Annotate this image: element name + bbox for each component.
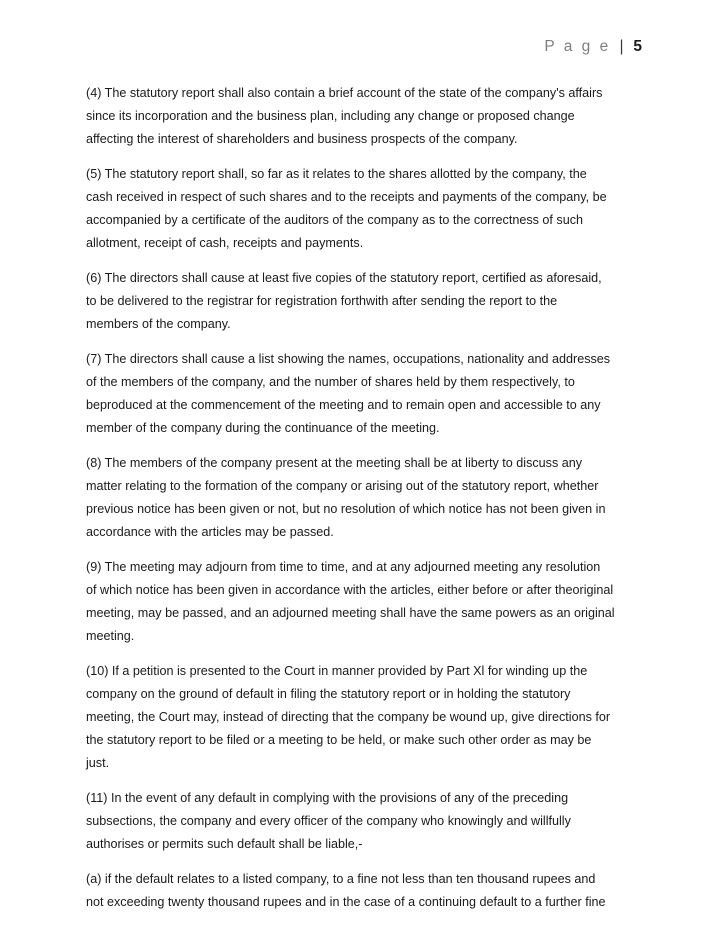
paragraph-clause-a: (a) if the default relates to a listed company, to a fine not less than ten thousand rupees and not exceeding twenty thousand rupees and in the case of a continuing default to a further fine	[86, 872, 606, 909]
paragraph-subsection-8: (8) The members of the company present at the meeting shall be at liberty to discuss any matter relating to the formation of the company or arising out of the statutory report, whether previous notice has been given or not, but no resolution of which notice has not been given in accordance with the articles may be passed.	[86, 456, 606, 539]
paragraph-subsection-5: (5) The statutory report shall, so far as it relates to the shares allotted by the company, the cash received in respect of such shares and to the receipts and payments of the company, be accompanied by a certificate of the auditors of the company as to the correctness of such allotment, receipt of cash, receipts and payments.	[86, 167, 607, 250]
paragraph-subsection-11: (11) In the event of any default in complying with the provisions of any of the preceding subsections, the company and every officer of the company who knowingly and willfully authorises or permits such default shall be liable,-	[86, 791, 571, 851]
page-label: P a g e	[544, 38, 611, 55]
paragraph-subsection-7: (7) The directors shall cause a list showing the names, occupations, nationality and addresses of the members of the company, and the number of shares held by them respectively, to beproduced at the commencement of the meeting and to remain open and accessible to any member of the company during the continuance of the meeting.	[86, 352, 611, 435]
document-body	[86, 82, 646, 926]
paragraph-subsection-4: (4) The statutory report shall also contain a brief account of the state of the company's affairs since its incorporation and the business plan, including any change or proposed change affecting the interest of shareholders and business prospects of the company.	[86, 86, 603, 146]
page-separator: |	[619, 38, 624, 55]
paragraph-subsection-6: (6) The directors shall cause at least five copies of the statutory report, certified as aforesaid, to be delivered to the registrar for registration forthwith after sending the report to the members of the company.	[86, 271, 602, 331]
page-number: 5	[633, 38, 642, 55]
paragraph-subsection-9: (9) The meeting may adjourn from time to time, and at any adjourned meeting any resolution of which notice has been given in accordance with the articles, either before or after theoriginal meeting, may be passed, and an adjourned meeting shall have the same powers as an original meeting.	[86, 560, 615, 643]
paragraph-subsection-10: (10) If a petition is presented to the Court in manner provided by Part Xl for winding up the company on the ground of default in filing the statutory report or in holding the statutory meeting, the Court may, instead of directing that the company be wound up, give directions for the statutory report to be filed or a meeting to be held, or make such other order as may be just.	[86, 664, 611, 770]
page-header	[544, 38, 642, 56]
